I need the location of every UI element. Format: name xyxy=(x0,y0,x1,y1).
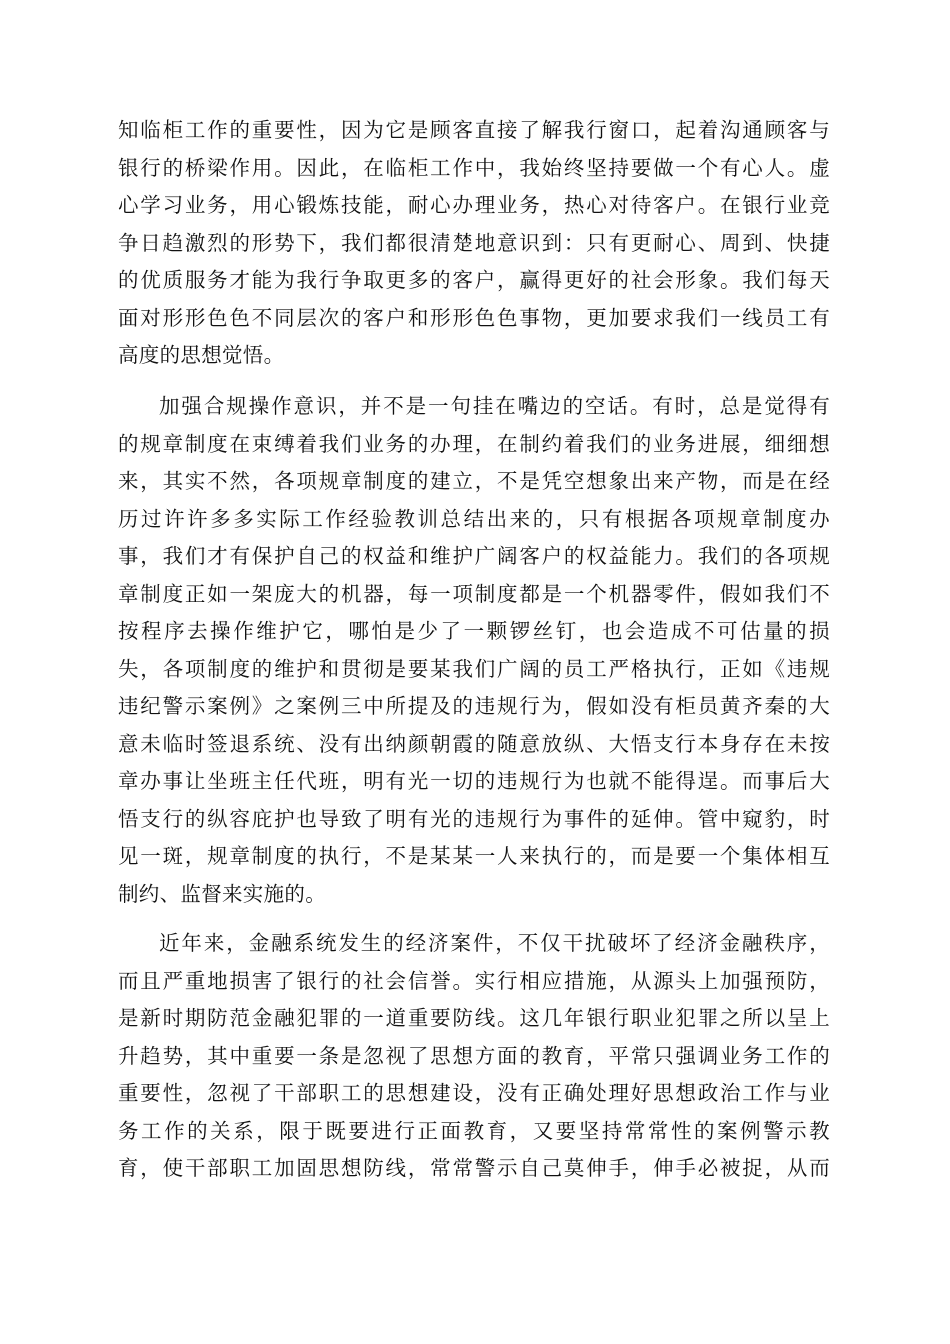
paragraph-line: 的优质服务才能为我行争取更多的客户，赢得更好的社会形象。我们每天 xyxy=(118,268,830,292)
paragraph-line: 章办事让坐班主任代班，明有光一切的违规行为也就不能得逞。而事后大 xyxy=(118,769,830,793)
paragraph-line: 历过许许多多实际工作经验教训总结出来的，只有根据各项规章制度办 xyxy=(118,506,830,531)
paragraph-line: 按程序去操作维护它，哪怕是少了一颗锣丝钉，也会造成不可估量的损 xyxy=(118,619,830,643)
paragraph-line: 面对形形色色不同层次的客户和形形色色事物，更加要求我们一线员工有 xyxy=(118,305,830,330)
paragraph-line: 知临柜工作的重要性，因为它是顾客直接了解我行窗口，起着沟通顾客与 xyxy=(118,118,830,142)
paragraph-3 xyxy=(118,925,830,1188)
paragraph-line: 悟支行的纵容庇护也导致了明有光的违规行为事件的延伸。管中窥豹，时 xyxy=(118,806,830,831)
paragraph-line: 章制度正如一架庞大的机器，每一项制度都是一个机器零件，假如我们不 xyxy=(118,581,830,606)
paragraph-line: 而且严重地损害了银行的社会信誉。实行相应措施，从源头上加强预防， xyxy=(118,968,830,993)
paragraph-line: 心学习业务，用心锻炼技能，耐心办理业务，热心对待客户。在银行业竞 xyxy=(118,193,830,217)
paragraph-line: 见一斑，规章制度的执行，不是某某一人来执行的，而是要一个集体相互 xyxy=(118,844,830,868)
paragraph-line: 事，我们才有保护自己的权益和维护广阔客户的权益能力。我们的各项规 xyxy=(118,544,830,568)
paragraph-line: 育，使干部职工加固思想防线，常常警示自己莫伸手，伸手必被捉，从而 xyxy=(118,1156,830,1180)
paragraph-line: 银行的桥梁作用。因此，在临柜工作中，我始终坚持要做一个有心人。虚 xyxy=(118,155,830,180)
paragraph-line: 失，各项制度的维护和贯彻是要某我们广阔的员工严格执行，正如《违规 xyxy=(118,656,830,681)
paragraph-line: 争日趋激烈的形势下，我们都很清楚地意识到：只有更耐心、周到、快捷 xyxy=(118,230,830,255)
paragraph-line: 的规章制度在束缚着我们业务的办理，在制约着我们的业务进展，细细想 xyxy=(118,431,830,456)
paragraph-line: 违纪警示案例》之案例三中所提及的违规行为，假如没有柜员黄齐秦的大 xyxy=(118,694,830,718)
paragraph-line: 制约、监督来实施的。 xyxy=(118,881,326,906)
paragraph-line: 务工作的关系，限于既要进行正面教育，又要坚持常常性的案例警示教 xyxy=(118,1118,830,1143)
paragraph-line: 重要性，忽视了干部职工的思想建设，没有正确处理好思想政治工作与业 xyxy=(118,1081,830,1105)
paragraph-line: 是新时期防范金融犯罪的一道重要防线。这几年银行职业犯罪之所以呈上 xyxy=(118,1006,830,1030)
paragraph-line: 近年来，金融系统发生的经济案件，不仅干扰破坏了经济金融秩序， xyxy=(159,931,830,955)
paragraph-line: 意未临时签退系统、没有出纳颜朝霞的随意放纵、大悟支行本身存在未按 xyxy=(118,731,830,756)
paragraph-1 xyxy=(118,112,830,375)
paragraph-line: 加强合规操作意识，并不是一句挂在嘴边的空话。有时，总是觉得有 xyxy=(159,394,830,418)
paragraph-line: 高度的思想觉悟。 xyxy=(118,343,285,367)
paragraph-2 xyxy=(118,388,830,913)
paragraph-line: 升趋势，其中重要一条是忽视了思想方面的教育，平常只强调业务工作的 xyxy=(118,1043,830,1068)
paragraph-line: 来，其实不然，各项规章制度的建立，不是凭空想象出来产物，而是在经 xyxy=(118,469,830,493)
